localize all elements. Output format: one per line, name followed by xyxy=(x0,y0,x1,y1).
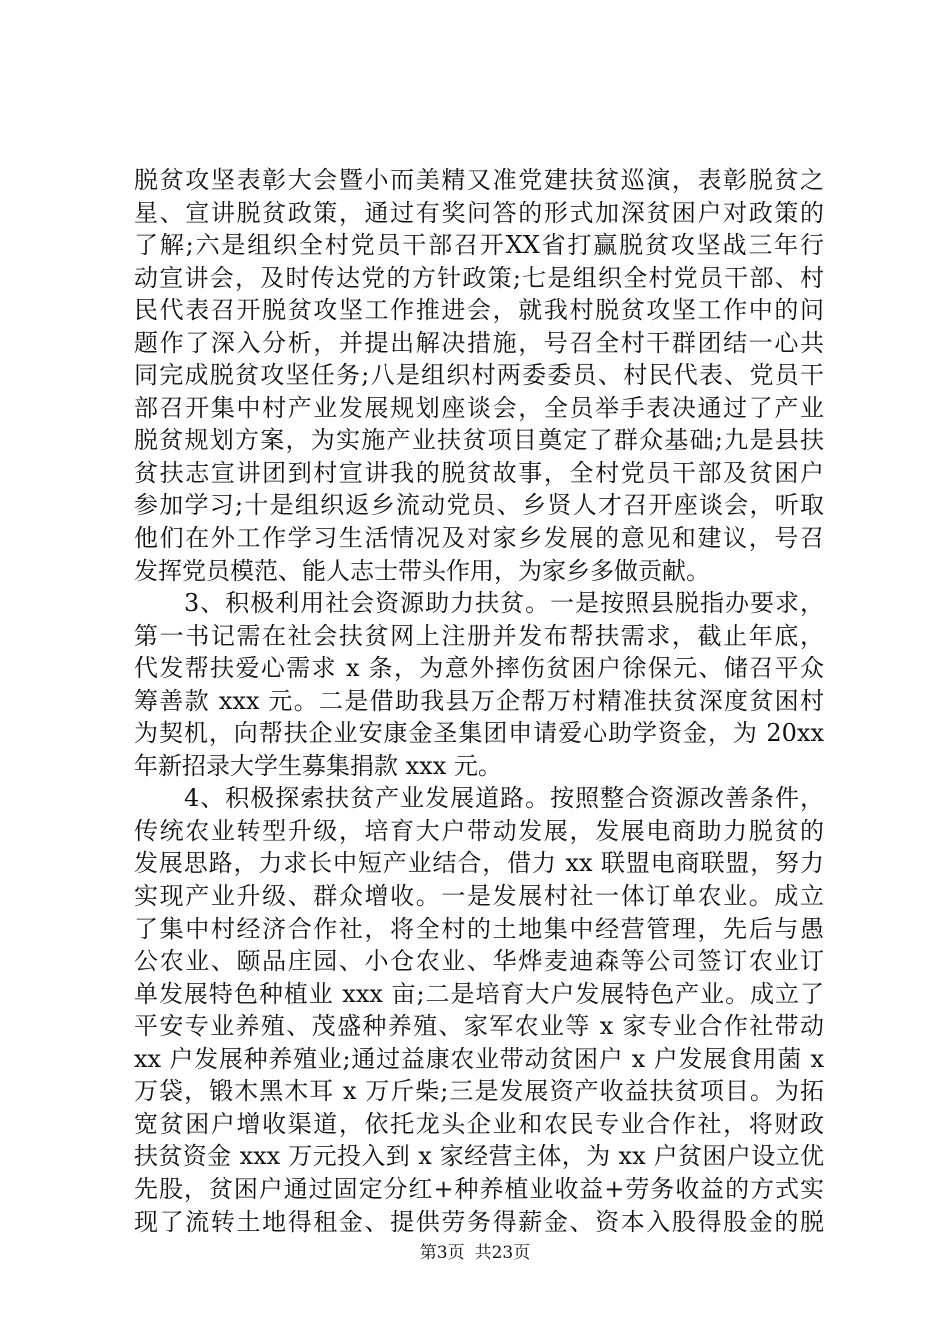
text-line: 万袋，锻木黑木耳 x 万斤柴;三是发展资产收益扶贫项目。为拓 xyxy=(134,1077,824,1106)
text-line: 星、宣讲脱贫政策，通过有奖问答的形式加深贫困户对政策的 xyxy=(134,198,824,227)
body-text xyxy=(134,164,824,1238)
text-line: 扶贫资金 xxx 万元投入到 x 家经营主体，为 xx 户贫困户设立优 xyxy=(134,1142,824,1171)
text-line: 同完成脱贫攻坚任务;八是组织村两委委员、村民代表、党员干 xyxy=(134,361,824,390)
text-line: 现了流转土地得租金、提供劳务得薪金、资本入股得股金的脱 xyxy=(134,1207,824,1236)
text-line: 实现产业升级、群众增收。一是发展村社一体订单农业。成立 xyxy=(134,882,824,911)
text-line: 了解;六是组织全村党员干部召开XX省打赢脱贫攻坚战三年行 xyxy=(134,231,824,260)
text-line: 筹善款 xxx 元。二是借助我县万企帮万村精准扶贫深度贫困村 xyxy=(134,686,824,715)
text-line: 传统农业转型升级，培育大户带动发展，发展电商助力脱贫的 xyxy=(134,816,824,845)
page-footer xyxy=(0,1241,950,1265)
page-total: 共23页 xyxy=(474,1243,531,1263)
text-line: 脱贫规划方案，为实施产业扶贫项目奠定了群众基础;九是县扶 xyxy=(134,426,824,455)
text-line: 4、积极探索扶贫产业发展道路。按照整合资源改善条件， xyxy=(134,784,824,813)
text-line: 部召开集中村产业发展规划座谈会，全员举手表决通过了产业 xyxy=(134,393,824,422)
text-line: 动宣讲会，及时传达党的方针政策;七是组织全村党员干部、村 xyxy=(134,263,824,292)
text-line: xx 户发展种养殖业;通过益康农业带动贫困户 x 户发展食用菌 x xyxy=(134,1044,824,1073)
text-line: 参加学习;十是组织返乡流动党员、乡贤人才召开座谈会，听取 xyxy=(134,491,824,520)
text-line: 单发展特色种植业 xxx 亩;二是培育大户发展特色产业。成立了 xyxy=(134,979,824,1008)
text-line: 发挥党员模范、能人志士带头作用，为家乡多做贡献。 xyxy=(134,556,710,585)
page-number: 第3页 xyxy=(419,1243,465,1263)
text-line: 代发帮扶爱心需求 x 条，为意外摔伤贫困户徐保元、储召平众 xyxy=(134,654,824,683)
text-line: 第一书记需在社会扶贫网上注册并发布帮扶需求，截止年底， xyxy=(134,621,824,650)
text-line: 为契机，向帮扶企业安康金圣集团申请爱心助学资金，为 20xx xyxy=(134,719,824,748)
text-line: 3、积极利用社会资源助力扶贫。一是按照县脱指办要求， xyxy=(134,589,824,618)
text-line: 脱贫攻坚表彰大会暨小而美精又准党建扶贫巡演，表彰脱贫之 xyxy=(134,166,824,194)
text-line: 题作了深入分析，并提出解决措施，号召全村干群团结一心共 xyxy=(134,328,824,357)
text-line: 年新招录大学生募集捐款 xxx 元。 xyxy=(134,751,502,780)
text-line: 公农业、颐品庄园、小仓农业、华烨麦迪森等公司签订农业订 xyxy=(134,947,824,976)
text-line: 民代表召开脱贫攻坚工作推进会，就我村脱贫攻坚工作中的问 xyxy=(134,296,824,325)
text-line: 发展思路，力求长中短产业结合，借力 xx 联盟电商联盟，努力 xyxy=(134,849,824,878)
text-line: 宽贫困户增收渠道，依托龙头企业和农民专业合作社，将财政 xyxy=(134,1109,824,1138)
text-line: 了集中村经济合作社，将全村的土地集中经营管理，先后与愚 xyxy=(134,914,824,943)
text-line: 贫扶志宣讲团到村宣讲我的脱贫故事，全村党员干部及贫困户 xyxy=(134,458,824,487)
text-line: 先股，贫困户通过固定分红+种养植业收益+劳务收益的方式实 xyxy=(134,1174,824,1203)
text-line: 平安专业养殖、茂盛种养殖、家军农业等 x 家专业合作社带动 xyxy=(134,1012,824,1041)
text-line: 他们在外工作学习生活情况及对家乡发展的意见和建议，号召 xyxy=(134,524,824,553)
